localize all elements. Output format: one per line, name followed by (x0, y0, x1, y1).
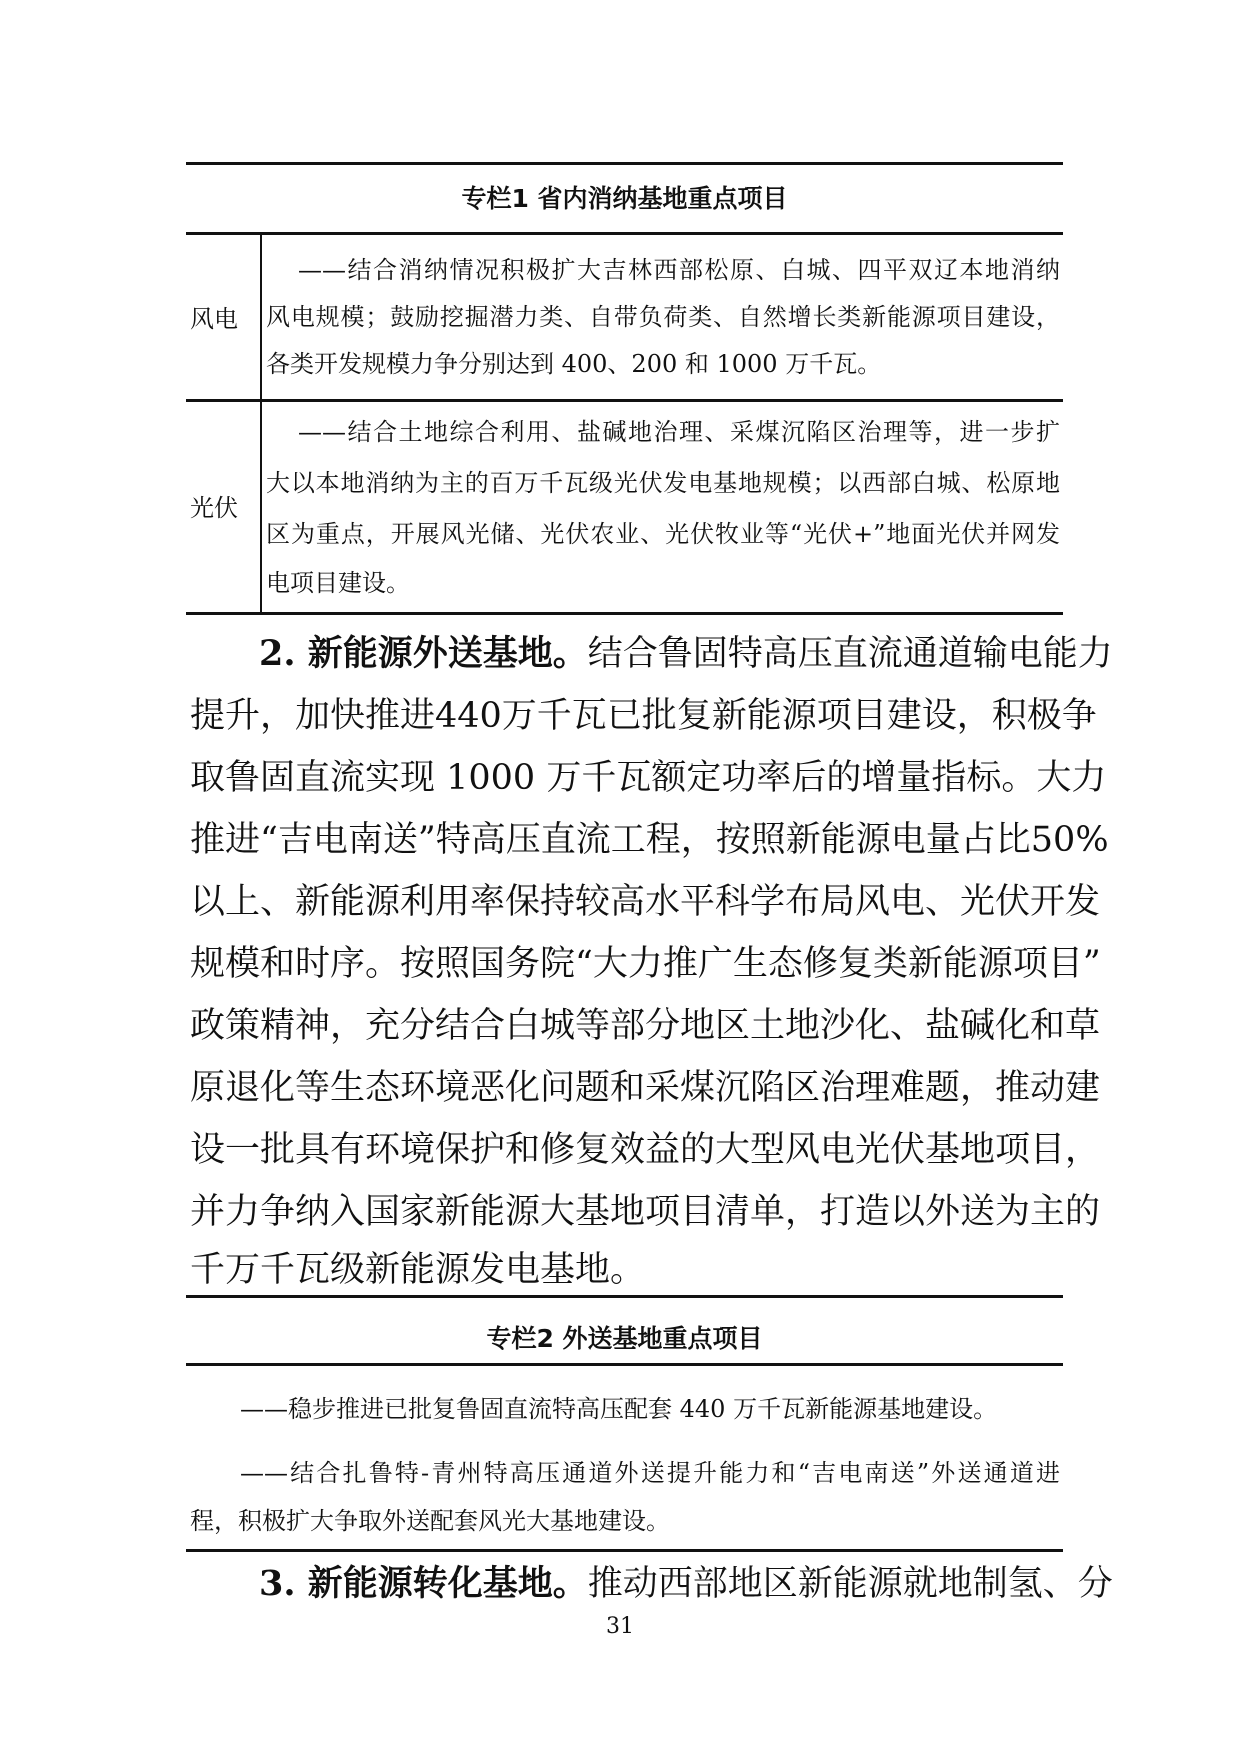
para2-line: 并力争纳入国家新能源大基地项目清单，打造以外送为主的 (190, 1192, 1101, 1232)
wind-line: 各类开发规模力争分别达到 400、200 和 1000 万千瓦。 (266, 350, 882, 378)
box1-top-rule (186, 162, 1063, 165)
para2-line: 提升，加快推进440万千瓦已批复新能源项目建设，积极争 (190, 696, 1097, 736)
box2-line: 程，积极扩大争取外送配套风光大基地建设。 (190, 1507, 670, 1535)
box2-line: ——稳步推进已批复鲁固直流特高压配套 440 万千瓦新能源基地建设。 (240, 1395, 998, 1423)
box1-column-divider (260, 234, 262, 614)
para2-line (259, 632, 1113, 676)
para2-line: 以上、新能源利用率保持较高水平科学布局风电、光伏开发 (190, 882, 1101, 922)
box1-header-rule (186, 232, 1063, 235)
box2-header-rule (186, 1363, 1063, 1366)
box1-title: 专栏1 省内消纳基地重点项目 (461, 184, 788, 213)
wind-line: ——结合消纳情况积极扩大吉林西部松原、白城、四平双辽本地消纳 (298, 256, 1060, 284)
para2-line: 政策精神，充分结合白城等部分地区土地沙化、盐碱化和草 (190, 1006, 1101, 1046)
box1-row-rule (186, 399, 1063, 402)
para2-line: 取鲁固直流实现 1000 万千瓦额定功率后的增量指标。大力 (190, 758, 1107, 798)
solar-line: ——结合土地综合利用、盐碱地治理、采煤沉陷区治理等，进一步扩 (298, 418, 1060, 446)
para2-line: 推进“吉电南送”特高压直流工程，按照新能源电量占比50% (190, 820, 1109, 860)
box2-top-rule (186, 1295, 1063, 1298)
page-number: 31 (606, 1614, 634, 1639)
box1-bottom-rule (186, 612, 1063, 615)
para3-text: 推动西部地区新能源就地制氢、分 (587, 1564, 1113, 1604)
para2-line: 原退化等生态环境恶化问题和采煤沉陷区治理难题，推动建 (190, 1068, 1101, 1108)
para2-line-text: 结合鲁固特高压直流通道输电能力 (587, 634, 1113, 674)
para2-line: 设一批具有环境保护和修复效益的大型风电光伏基地项目， (190, 1130, 1101, 1170)
para3-line (259, 1562, 1113, 1606)
solar-line: 大以本地消纳为主的百万千瓦级光伏发电基地规模；以西部白城、松原地 (266, 469, 1060, 497)
solar-line: 区为重点，开展风光储、光伏农业、光伏牧业等“光伏+”地面光伏并网发 (266, 520, 1060, 548)
para2-heading: 2. 新能源外送基地。 (259, 633, 588, 674)
solar-line: 电项目建设。 (266, 569, 410, 597)
para3-heading: 3. 新能源转化基地。 (259, 1563, 588, 1604)
wind-line: 风电规模；鼓励挖掘潜力类、自带负荷类、自然增长类新能源项目建设， (266, 303, 1060, 331)
box2-bottom-rule (186, 1549, 1063, 1552)
para2-line: 千万千瓦级新能源发电基地。 (190, 1250, 646, 1290)
row-label-wind: 风电 (190, 305, 238, 333)
row-label-solar: 光伏 (190, 494, 238, 522)
para2-line: 规模和时序。按照国务院“大力推广生态修复类新能源项目” (190, 944, 1101, 984)
box2-line: ——结合扎鲁特-青州特高压通道外送提升能力和“吉电南送”外送通道进 (240, 1459, 1060, 1487)
box2-title: 专栏2 外送基地重点项目 (486, 1324, 763, 1353)
